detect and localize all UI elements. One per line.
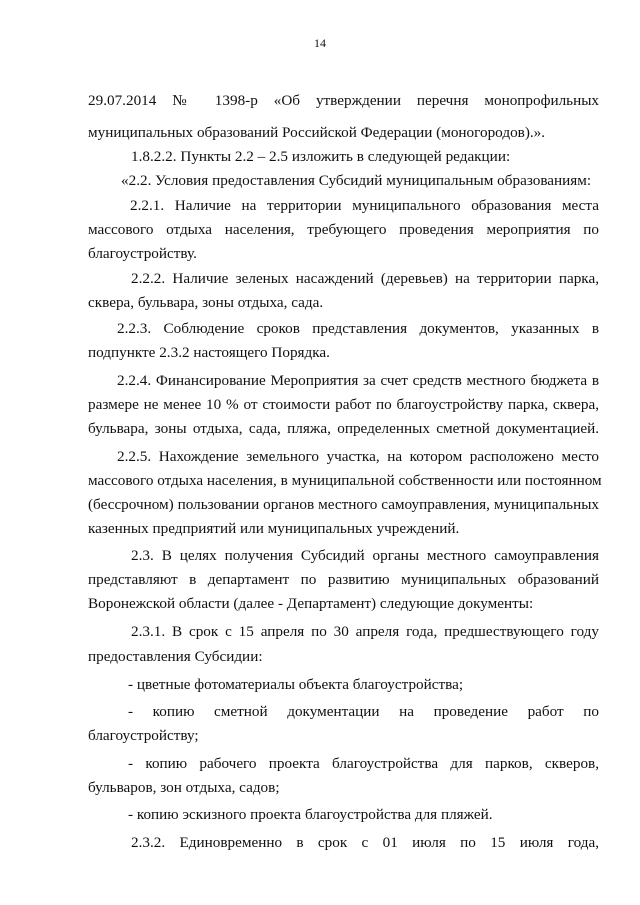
text-line-17: (бессрочном) пользовании органов местного самоуправления, муниципальных — [88, 496, 599, 513]
text-line-7: благоустройству. — [88, 245, 197, 262]
text-line-13: размере не менее 10 % от стоимости работ по благоустройству парка, сквера, — [88, 396, 599, 413]
text-line-24: - цветные фотоматериалы объекта благоустройства; — [128, 676, 464, 693]
text-line-26: благоустройству; — [88, 727, 199, 744]
text-line-27: - копию рабочего проекта благоустройства для парков, скверов, — [128, 755, 599, 772]
text-line-14: бульвара, зоны отдыха, сада, пляжа, определенных сметной документацией. — [88, 420, 599, 437]
text-line-18: казенных предприятий или муниципальных учреждений. — [88, 520, 460, 537]
text-line-2: муниципальных образований Российской Федерации (моногородов).». — [88, 124, 546, 141]
text-line-20: представляют в департамент по развитию муниципальных образований — [88, 571, 599, 588]
text-line-9: сквера, бульвара, зоны отдыха, сада. — [88, 294, 324, 311]
text-line-29: - копию эскизного проекта благоустройства для пляжей. — [128, 806, 493, 823]
text-line-12: 2.2.4. Финансирование Мероприятия за счет средств местного бюджета в — [117, 372, 599, 389]
text-line-4: «2.2. Условия предоставления Субсидий муниципальным образованиям: — [121, 172, 592, 189]
text-line-30: 2.3.2. Единовременно в срок с 01 июля по 15 июля года, — [131, 834, 599, 851]
text-line-10: 2.2.3. Соблюдение сроков представления документов, указанных в — [117, 320, 599, 337]
text-line-21: Воронежской области (далее - Департамент) следующие документы: — [88, 595, 534, 612]
text-line-16: массового отдыха населения, в муниципальной собственности или постоянном — [88, 472, 602, 489]
text-line-15: 2.2.5. Нахождение земельного участка, на котором расположено место — [117, 448, 599, 465]
text-line-8: 2.2.2. Наличие зеленых насаждений (деревьев) на территории парка, — [131, 270, 599, 287]
text-line-25: - копию сметной документации на проведение работ по — [128, 703, 599, 720]
text-line-19: 2.3. В целях получения Субсидий органы местного самоуправления — [131, 547, 599, 564]
text-line-11: подпункте 2.3.2 настоящего Порядка. — [88, 344, 330, 361]
page-number: 14 — [314, 36, 326, 50]
text-line-23: предоставления Субсидии: — [88, 648, 263, 665]
text-line-22: 2.3.1. В срок с 15 апреля по 30 апреля года, предшествующего году — [131, 623, 599, 640]
text-line-3: 1.8.2.2. Пункты 2.2 – 2.5 изложить в следующей редакции: — [131, 148, 511, 165]
text-line-5: 2.2.1. Наличие на территории муниципального образования места — [130, 197, 599, 214]
text-line-28: бульваров, зон отдыха, садов; — [88, 779, 280, 796]
text-line-6: массового отдыха населения, требующего проведения мероприятия по — [88, 221, 599, 238]
text-line-1: 29.07.2014 № 1398-р «Об утверждении перечня монопрофильных — [88, 92, 599, 109]
